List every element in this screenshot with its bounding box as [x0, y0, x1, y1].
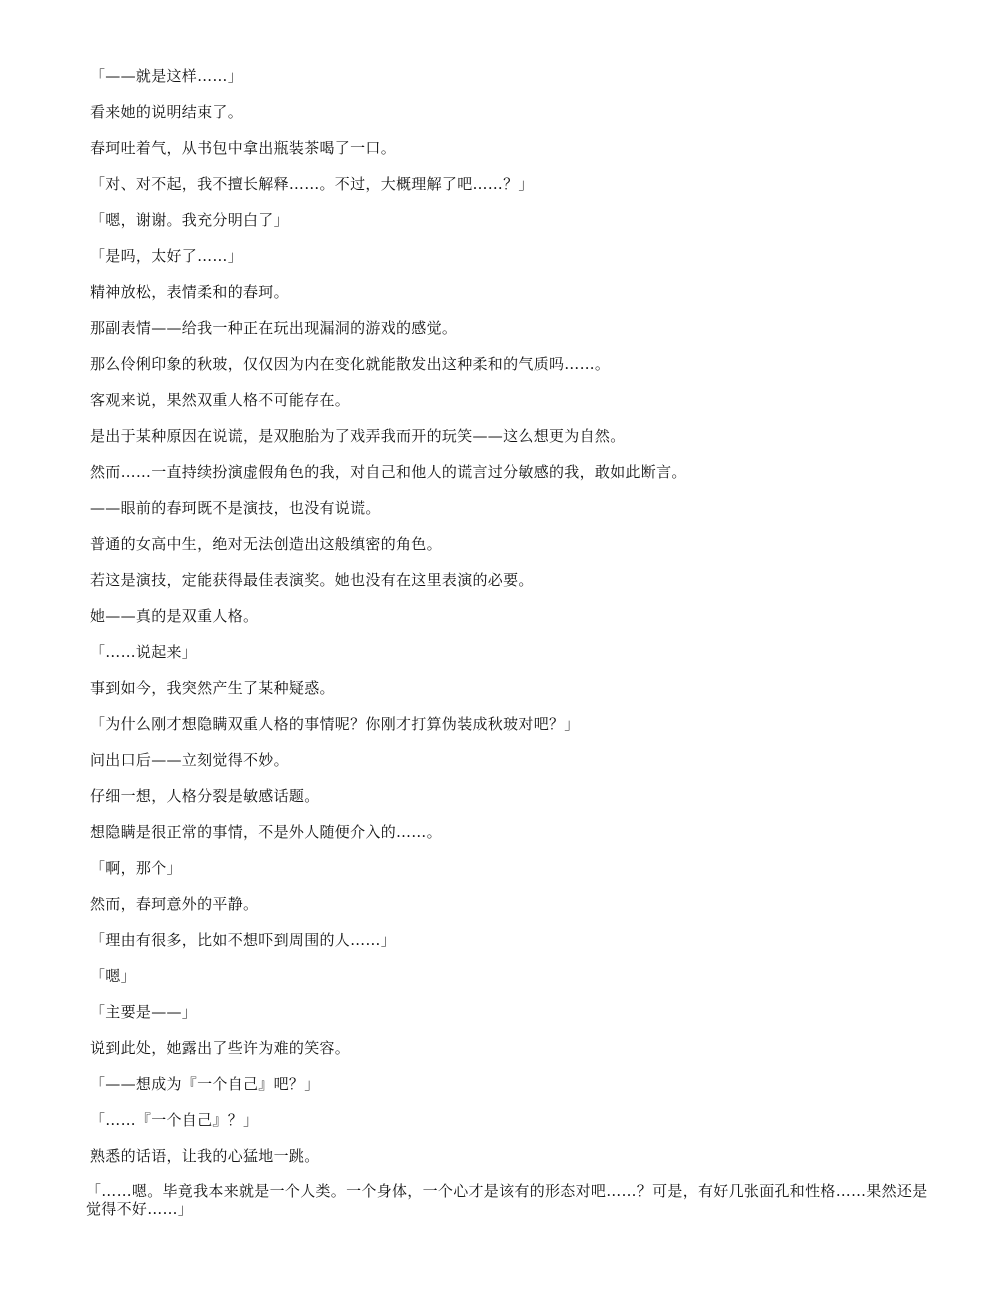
paragraph: 「是吗，太好了……」	[90, 247, 244, 265]
paragraph: 「……『一个自己』？」	[90, 1111, 259, 1129]
paragraph: 精神放松，表情柔和的春珂。	[90, 283, 289, 301]
paragraph: 那副表情——给我一种正在玩出现漏洞的游戏的感觉。	[90, 319, 458, 337]
paragraph: 「主要是——」	[90, 1003, 198, 1021]
paragraph: 春珂吐着气，从书包中拿出瓶装茶喝了一口。	[90, 139, 397, 157]
paragraph: 「……嗯。毕竟我本来就是一个人类。一个身体，一个心才是该有的形态对吧……？可是，有好几张面孔和性格……果然还是觉得不好……」	[86, 1182, 928, 1218]
paragraph: 事到如今，我突然产生了某种疑惑。	[90, 679, 335, 697]
paragraph: 仔细一想，人格分裂是敏感话题。	[90, 787, 320, 805]
paragraph: 熟悉的话语，让我的心猛地一跳。	[90, 1147, 320, 1165]
paragraph: 她——真的是双重人格。	[90, 607, 259, 625]
paragraph: 那么伶俐印象的秋玻，仅仅因为内在变化就能散发出这种柔和的气质吗……。	[90, 355, 611, 373]
paragraph: 「为什么刚才想隐瞒双重人格的事情呢？你刚才打算伪装成秋玻对吧？」	[90, 715, 580, 733]
paragraph: 「嗯」	[90, 967, 136, 985]
paragraph: 然而，春珂意外的平静。	[90, 895, 259, 913]
paragraph: 「——想成为『一个自己』吧？」	[90, 1075, 320, 1093]
paragraph: ——眼前的春珂既不是演技，也没有说谎。	[90, 499, 381, 517]
paragraph: 「嗯，谢谢。我充分明白了」	[90, 211, 289, 229]
paragraph: 客观来说，果然双重人格不可能存在。	[90, 391, 351, 409]
paragraph: 「……说起来」	[90, 643, 198, 661]
paragraph: 「理由有很多，比如不想吓到周围的人……」	[90, 931, 397, 949]
paragraph: 想隐瞒是很正常的事情，不是外人随便介入的……。	[90, 823, 442, 841]
paragraph: 普通的女高中生，绝对无法创造出这般缜密的角色。	[90, 535, 442, 553]
paragraph: 「——就是这样……」	[90, 67, 244, 85]
paragraph: 是出于某种原因在说谎，是双胞胎为了戏弄我而开的玩笑——这么想更为自然。	[90, 427, 626, 445]
paragraph: 若这是演技，定能获得最佳表演奖。她也没有在这里表演的必要。	[90, 571, 534, 589]
paragraph: 「对、对不起，我不擅长解释……。不过，大概理解了吧……？」	[90, 175, 534, 193]
paragraph: 问出口后——立刻觉得不妙。	[90, 751, 289, 769]
text-column	[86, 66, 940, 1233]
paragraph: 看来她的说明结束了。	[90, 103, 244, 121]
paragraph: 然而……一直持续扮演虚假角色的我，对自己和他人的谎言过分敏感的我，敢如此断言。	[90, 463, 687, 481]
paragraph: 「啊，那个」	[90, 859, 182, 877]
paragraph: 说到此处，她露出了些许为难的笑容。	[90, 1039, 351, 1057]
